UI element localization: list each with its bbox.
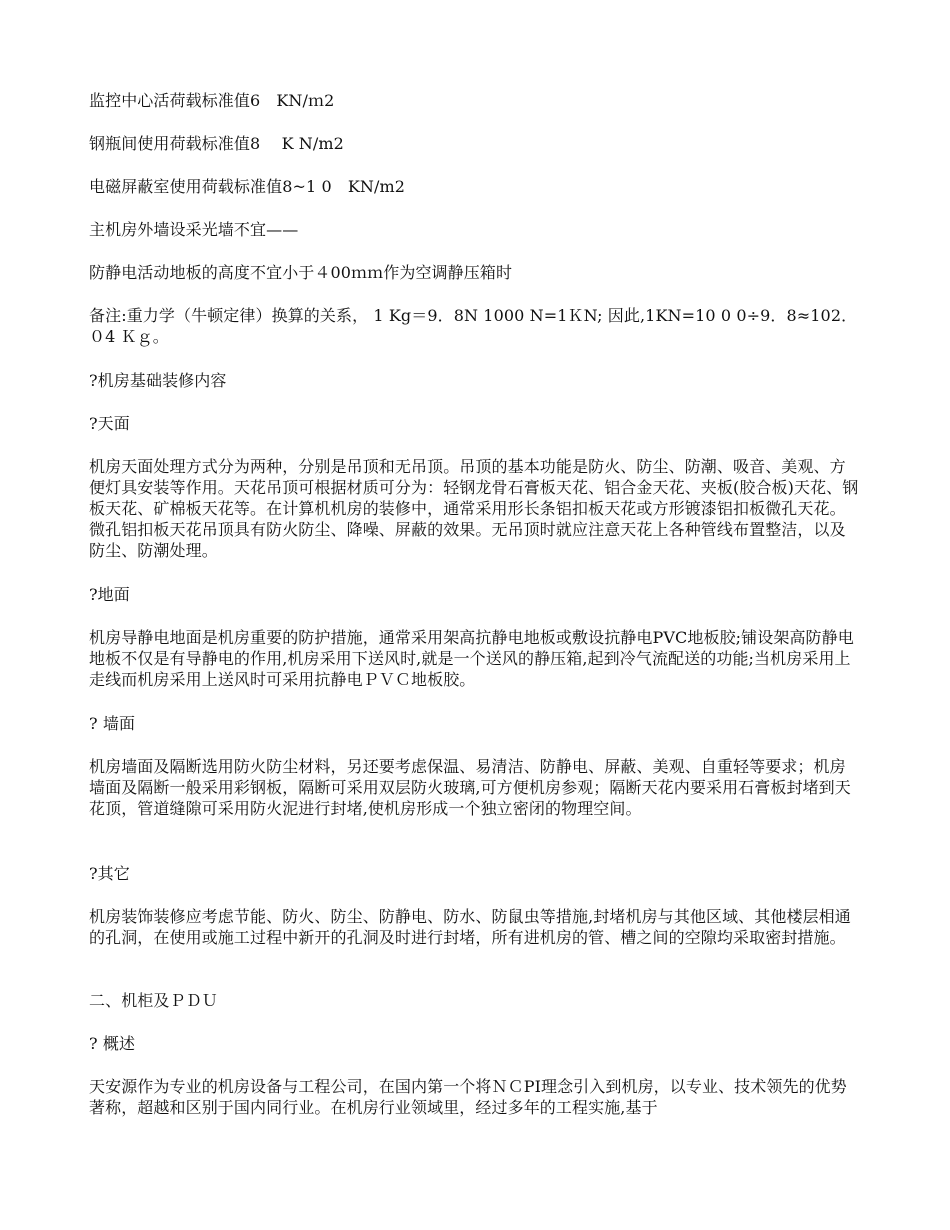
heading-floor: ?地面 xyxy=(89,585,130,604)
heading-other: ?其它 xyxy=(89,864,130,883)
paragraph-floor-height: 防静电活动地板的高度不宜小于４00ｍｍ作为空调静压箱时 xyxy=(89,263,513,282)
heading-wall: ? 墙面 xyxy=(89,714,136,733)
paragraph-overview: 天安源作为专业的机房设备与工程公司，在国内第一个将ＮＣPI理念引入到机房，以专业、技术领先的优势著称，超越和区别于国内同行业。在机房行业领域里，经过多年的工程实施,基于 xyxy=(89,1077,847,1117)
paragraph-shield-room-load: 电磁屏蔽室使用荷载标准值8~1 0 KN/m2 xyxy=(89,177,406,196)
paragraph-wall: 机房墙面及隔断选用防火防尘材料，另还要考虑保温、易清洁、防静电、屏蔽、美观、自重轻等要求；机房墙面及隔断一般采用彩钢板，隔断可采用双层防火玻璃,可方便机房参观；隔断天花内要采用石膏板封堵到天花顶，管道缝隙可采用防火泥进行封堵,使机房形成一个独立密闭的物理空间。 xyxy=(89,757,851,818)
heading-cabinet-pdu: 二、机柜及ＰＤＵ xyxy=(89,991,218,1010)
paragraph-floor: 机房导静电地面是机房重要的防护措施，通常采用架高抗静电地板或敷设抗静电PVC地板胶;铺设架高防静电地板不仅是有导静电的作用,机房采用下送风时,就是一个送风的静压箱,起到冷气流配送的功能;当机房采用上走线而机房采用上送风时可采用抗静电ＰＶＣ地板胶。 xyxy=(89,628,854,689)
paragraph-ceiling: 机房天面处理方式分为两种，分别是吊顶和无吊顶。吊顶的基本功能是防火、防尘、防潮、吸音、美观、方便灯具安装等作用。天花吊顶可根据材质可分为：轻钢龙骨石膏板天花、铝合金天花、夹板(胶合板)天花、钢板天花、矿棉板天花等。在计算机机房的装修中，通常采用形长条铝扣板天花或方形镀漆铝扣板微孔天花。微孔铝扣板天花吊顶具有防火防尘、降噪、屏蔽的效果。无吊顶时就应注意天花上各种管线布置整洁，以及防尘、防潮处理。 xyxy=(89,457,859,560)
paragraph-cylinder-room-load: 钢瓶间使用荷载标准值8 K N/m2 xyxy=(89,134,344,153)
heading-basic-decoration: ?机房基础装修内容 xyxy=(89,371,227,390)
paragraph-note-gravity: 备注:重力学（牛顿定律）换算的关系， 1 Kg＝9．8N 1000 N=1ＫN; 因此,1KN=10 0 0÷9．8≈102．０4 Ｋｇ。 xyxy=(89,306,858,346)
paragraph-light-wall: 主机房外墙设采光墙不宜—— xyxy=(89,220,299,239)
heading-ceiling: ?天面 xyxy=(89,414,130,433)
paragraph-monitor-load: 监控中心活荷载标准值6 KN/ｍ2 xyxy=(89,91,335,110)
paragraph-other: 机房装饰装修应考虑节能、防火、防尘、防静电、防水、防鼠虫等措施,封堵机房与其他区域、其他楼层相通的孔洞，在使用或施工过程中新开的孔洞及时进行封堵，所有进机房的管、槽之间的空隙均采取密封措施。 xyxy=(89,907,851,947)
heading-overview: ? 概述 xyxy=(89,1034,136,1053)
